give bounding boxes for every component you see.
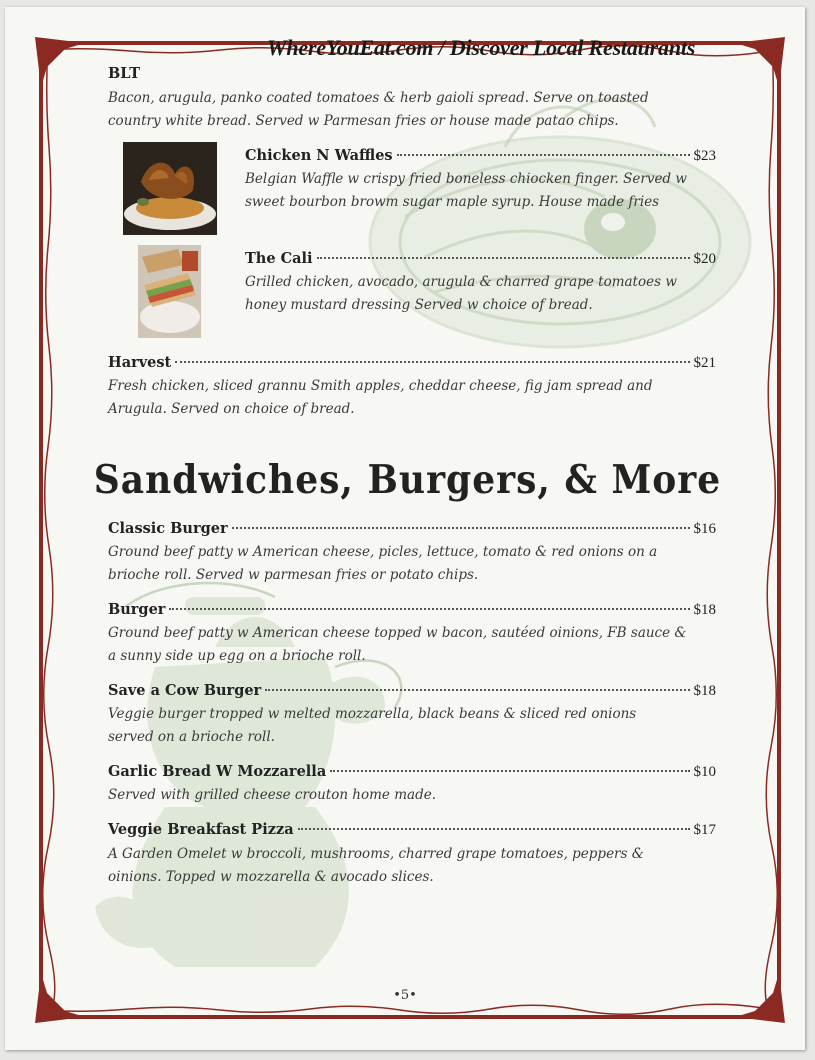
leader-dots [330, 770, 689, 772]
item-name: BLT [108, 65, 141, 82]
leader-dots [298, 828, 690, 830]
item-price: $17 [693, 822, 716, 838]
leader-dots [265, 689, 689, 691]
chicken-waffles-photo [123, 142, 217, 235]
menu-item-the-cali [245, 250, 716, 268]
menu-item-classic-burger [108, 520, 716, 538]
item-price: $18 [693, 602, 716, 618]
leader-dots [317, 257, 690, 259]
menu-item-veggie-breakfast-pizza [108, 821, 716, 839]
item-price: $16 [693, 521, 716, 537]
item-name: The Cali [245, 250, 313, 267]
menu-item-garlic-bread [108, 763, 716, 781]
item-description: Belgian Waffle w crispy fried boneless chiocken finger. Served w sweet bourbon browm sugar maple syrup. House made fries [245, 171, 687, 210]
leader-dots [232, 527, 690, 529]
menu-item-blt [108, 65, 140, 82]
leader-dots [169, 608, 689, 610]
menu-item-save-a-cow-burger [108, 682, 716, 700]
item-price: $23 [693, 148, 716, 164]
section-heading: Sandwiches, Burgers, & More [93, 456, 722, 504]
menu-page [5, 7, 805, 1050]
item-description: Ground beef patty w American cheese topped w bacon, sautéed oinions, FB sauce & a sunny side up egg on a brioche roll. [108, 625, 687, 664]
menu-item-harvest [108, 354, 716, 372]
item-price: $21 [693, 355, 716, 371]
the-cali-photo [138, 245, 201, 338]
item-description: Fresh chicken, sliced grannu Smith apples, cheddar cheese, fig jam spread and Arugula. Served on choice of bread. [108, 378, 653, 417]
leader-dots [397, 154, 690, 156]
item-name: Veggie Breakfast Pizza [108, 821, 294, 838]
item-name: Chicken N Waffles [245, 147, 393, 164]
item-name: Burger [108, 601, 166, 618]
item-description: Veggie burger tropped w melted mozzarella, black beans & sliced red onions served on a brioche roll. [108, 706, 637, 745]
site-watermark: WhereYouEat.com / Discover Local Restaurants [267, 35, 696, 60]
menu-item-chicken-n-waffles [245, 147, 716, 165]
item-name: Garlic Bread W Mozzarella [108, 763, 327, 780]
page-number: •5• [393, 988, 417, 1003]
item-price: $20 [693, 251, 716, 267]
item-description: Grilled chicken, avocado, arugula & charred grape tomatoes w honey mustard dressing Served w choice of bread. [245, 274, 677, 313]
item-price: $10 [693, 764, 716, 780]
item-description: A Garden Omelet w broccoli, mushrooms, charred grape tomatoes, peppers & oinions. Topped w mozzarella & avocado slices. [108, 846, 644, 885]
item-name: Save a Cow Burger [108, 682, 262, 699]
leader-dots [175, 361, 689, 363]
item-name: Classic Burger [108, 520, 228, 537]
item-description: Bacon, arugula, panko coated tomatoes & herb gaioli spread. Serve on toasted country white bread. Served w Parmesan fries or house made patao chips. [108, 90, 649, 129]
item-description: Served with grilled cheese crouton home made. [108, 787, 436, 803]
item-price: $18 [693, 683, 716, 699]
menu-item-burger [108, 601, 716, 619]
item-name: Harvest [108, 354, 172, 371]
item-description: Ground beef patty w American cheese, picles, lettuce, tomato & red onions on a brioche roll. Served w parmesan fries or potato chips. [108, 544, 658, 583]
